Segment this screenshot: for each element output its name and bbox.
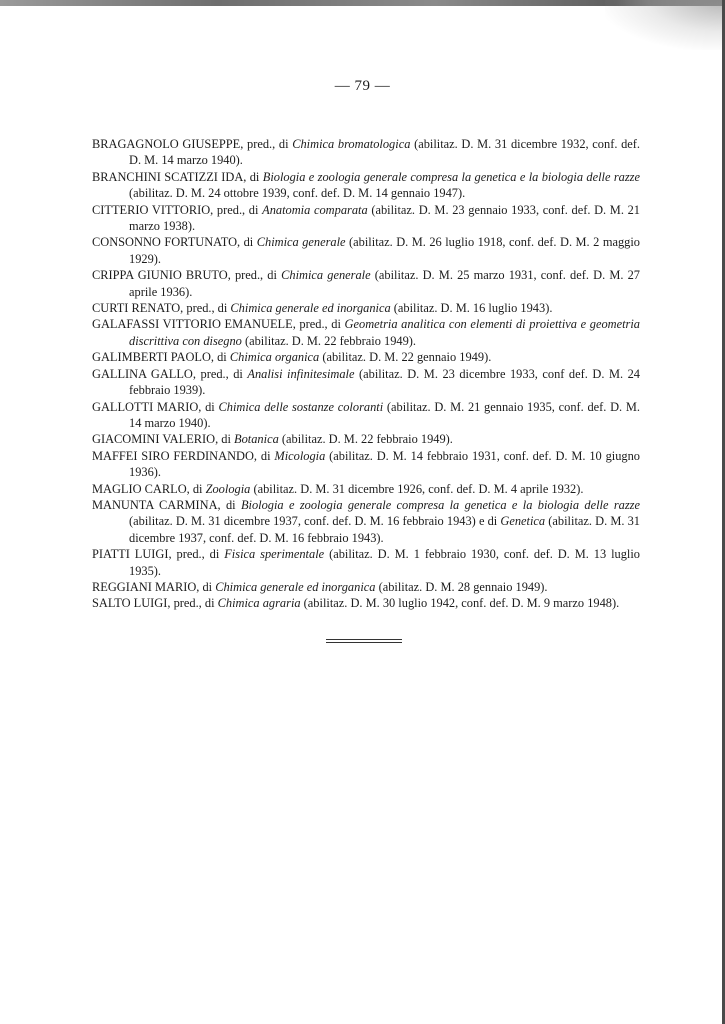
entry-text: (abilitaz. D. M. 21 gennaio 1935, conf. def. D. M. 14 marzo 1940).: [129, 399, 641, 430]
entry-text: (abilitaz. D. M. 16 luglio 1943).: [390, 301, 553, 316]
entry-text: MAGLIO CARLO, di: [92, 481, 206, 496]
entry-item: [92, 202, 640, 235]
entry-text: (abilitaz. D. M. 25 marzo 1931, conf. def. D. M. 27 aprile 1936).: [129, 268, 640, 299]
entry-subject: Biologia e zoologia generale compresa la genetica e la biologia delle razze: [262, 169, 640, 184]
entry-subject: Analisi infinitesimale: [247, 366, 355, 381]
entry-subject: Chimica generale: [256, 235, 346, 250]
entry-subject: Micologia: [274, 448, 326, 463]
entry-text: (abilitaz. D. M. 22 gennaio 1949).: [319, 350, 492, 365]
entry-text: (abilitaz. D. M. 22 febbraio 1949).: [278, 432, 453, 447]
entry-subject: Botanica: [234, 432, 279, 447]
entry-subject: Chimica agraria: [217, 596, 301, 611]
entry-text: CURTI RENATO, pred., di: [92, 301, 231, 316]
entry-text: CONSONNO FORTUNATO, di: [92, 235, 257, 250]
entry-text: MANUNTA CARMINA, di: [92, 497, 241, 512]
entry-item: [92, 399, 640, 432]
entry-subject: Biologia e zoologia generale compresa la genetica e la biologia delle razze: [240, 497, 640, 512]
entry-text: PIATTI LUIGI, pred., di: [92, 547, 225, 562]
entry-text: (abilitaz. D. M. 28 gennaio 1949).: [375, 579, 548, 594]
entry-item: [92, 595, 640, 611]
entry-item: [92, 234, 640, 267]
entry-subject: Chimica bromatologica: [292, 137, 411, 151]
scan-shadow-corner: [605, 0, 725, 50]
entry-text: (abilitaz. D. M. 31 dicembre 1937, conf. def. D. M. 16 febbraio 1943) e di: [129, 514, 501, 529]
entry-text: BRAGAGNOLO GIUSEPPE, pred., di: [92, 137, 293, 151]
entry-text: (abilitaz. D. M. 31 dicembre 1926, conf. def. D. M. 4 aprile 1932).: [250, 481, 584, 496]
entry-text: (abilitaz. D. M. 22 febbraio 1949).: [241, 333, 417, 348]
entry-item: [92, 481, 640, 497]
entry-text: (abilitaz. D. M. 23 dicembre 1933, conf def. D. M. 24 febbraio 1939).: [129, 366, 640, 398]
entry-item: [92, 136, 640, 169]
entry-text: GALAFASSI VITTORIO EMANUELE, pred., di: [92, 317, 345, 332]
entry-subject: Chimica generale ed inorganica: [215, 579, 376, 594]
entry-text: (abilitaz. D. M. 23 gennaio 1933, conf. def. D. M. 21 marzo 1938).: [129, 202, 640, 234]
entry-text: GIACOMINI VALERIO, di: [92, 432, 235, 447]
entry-text: GALLINA GALLO, pred., di: [92, 366, 248, 381]
page-number: — 79 —: [334, 78, 391, 94]
entry-item: [92, 431, 640, 447]
entry-text: CITTERIO VITTORIO, pred., di: [92, 202, 263, 217]
entry-item: [92, 316, 640, 349]
entry-text: MAFFEI SIRO FERDINANDO, di: [92, 448, 275, 463]
entry-subject: Zoologia: [205, 481, 251, 496]
entry-subject: Genetica: [500, 514, 546, 529]
entry-item: [92, 497, 640, 546]
entry-text: BRANCHINI SCATIZZI IDA, di: [92, 169, 263, 184]
entry-text: REGGIANI MARIO, di: [92, 579, 216, 594]
entry-subject: Geometria analitica con elementi di proiettiva e geometria discrittiva con disegno: [129, 317, 640, 348]
entry-item: [92, 267, 640, 300]
entry-item: [92, 366, 640, 399]
entry-text: (abilitaz. D. M. 31 dicembre 1932, conf. def. D. M. 14 marzo 1940).: [129, 137, 641, 168]
entry-subject: Chimica delle sostanze coloranti: [218, 399, 384, 414]
entry-item: [92, 546, 640, 579]
entry-subject: Chimica generale ed inorganica: [230, 301, 391, 316]
entry-text: (abilitaz. D. M. 26 luglio 1918, conf. def. D. M. 2 maggio 1929).: [129, 235, 640, 266]
entry-subject: Anatomia comparata: [262, 202, 368, 217]
entry-subject: Chimica generale: [281, 268, 371, 283]
entry-text: GALLOTTI MARIO, di: [92, 399, 219, 414]
entry-text: (abilitaz. D. M. 30 luglio 1942, conf. def. D. M. 9 marzo 1948).: [300, 596, 620, 611]
entry-text: CRIPPA GIUNIO BRUTO, pred., di: [92, 268, 282, 283]
entry-item: [92, 579, 640, 595]
entry-list: [92, 136, 640, 612]
entry-item: [92, 300, 640, 316]
entry-text: (abilitaz. D. M. 31 dicembre 1937, conf. def. D. M. 16 febbraio 1943).: [129, 514, 640, 545]
entry-text: GALIMBERTI PAOLO, di: [92, 350, 230, 365]
closing-rule: [326, 639, 402, 643]
entry-text: (abilitaz. D. M. 14 febbraio 1931, conf. def. D. M. 10 giugno 1936).: [129, 448, 640, 480]
entry-subject: Fisica sperimentale: [224, 547, 325, 562]
entry-text: (abilitaz. D. M. 24 ottobre 1939, conf. def. D. M. 14 gennaio 1947).: [129, 186, 466, 201]
entry-item: [92, 349, 640, 365]
entry-item: [92, 448, 640, 481]
entry-subject: Chimica organica: [229, 350, 320, 365]
entry-item: [92, 169, 640, 202]
entry-text: SALTO LUIGI, pred., di: [92, 596, 218, 611]
entry-text: (abilitaz. D. M. 1 febbraio 1930, conf. def. D. M. 13 luglio 1935).: [129, 547, 640, 578]
